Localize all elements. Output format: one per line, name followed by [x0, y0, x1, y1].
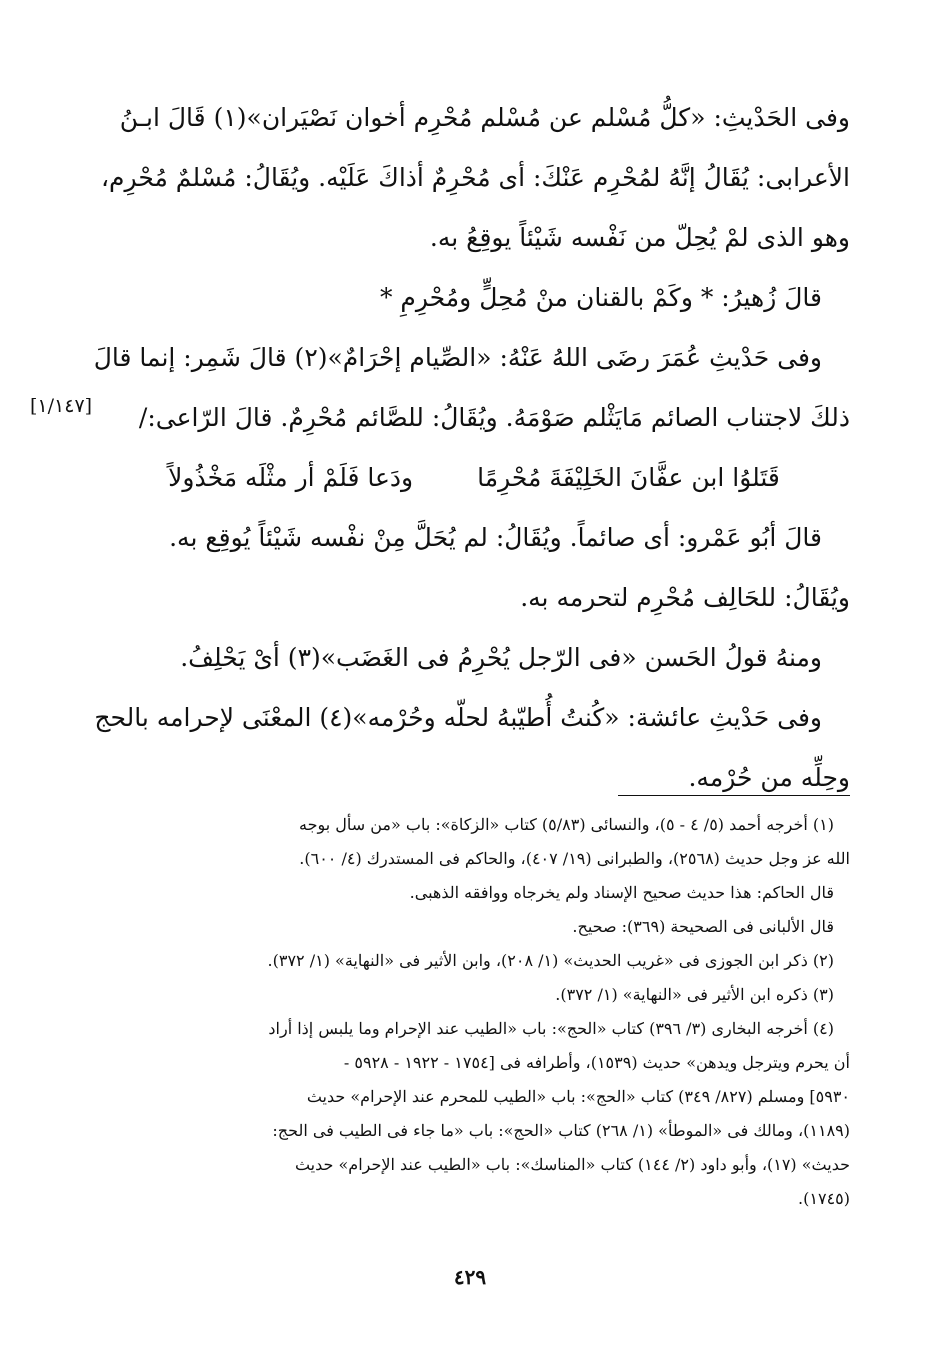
page-number: ٤٢٩ [453, 1265, 487, 1289]
text-line: الأعرابى: يُقَالُ إنَّهُ لمُحْرِم عَنْكَ: أى مُحْرِمٌ أذاكَ عَلَيْه. ويُقَالُ: مُسْلمٌ مُحْرِم، [100, 163, 850, 192]
text-line: وفى الحَدْيثِ: «كلُّ مُسْلم عن مُسْلم مُحْرِم أخوان نَصْيَران»(١) قَالَ ابـنُ [119, 103, 850, 132]
text-line: قالَ أبُو عَمْرو: أى صائماً. ويُقَالُ: لم يُحَلَّ مِنْ نفْسه شَيْئاً يُوقِع به. [169, 523, 822, 552]
footnote-line: (٢) ذكر ابن الجوزى فى «غريب الحديث» (١/ ٢٠٨)، وابن الأثير فى «النهاية» (١/ ٣٧٢). [267, 951, 834, 970]
footnote-line: (١) أخرجه أحمد (٥/ ٤ - ٥)، والنسائى (٥/٨٣) كتاب «الزكاة»: باب «من سأل بوجه [298, 815, 834, 834]
verse-first-hemistich: قَتَلوُا ابن عفَّانَ الخَلِيْفَةَ مُحْرِمًا [477, 463, 780, 492]
main-text-block [93, 88, 850, 808]
footnote-line: قال الحاكم: هذا حديث صحيح الإسناد ولم يخرجاه ووافقه الذهبى. [409, 883, 834, 902]
footnotes-block [138, 808, 850, 1216]
poetry-verse [138, 448, 850, 508]
footnote-line: الله عز وجل حديث (٢٥٦٨)، والطبرانى (١٩/ ٤٠٧)، والحاكم فى المستدرك (٤/ ٦٠٠). [299, 849, 850, 868]
text-line: ومنهُ قولُ الحَسن «فى الرّجل يُحْرِمُ فى الغَضَب»(٣) أىْ يَحْلِفُ. [180, 643, 822, 672]
footnote-line: (١٧٤٥). [798, 1189, 850, 1208]
footnote-line: قال الألبانى فى الصحيحة (٣٦٩): صحيح. [572, 917, 834, 936]
footnote-line: (٣) ذكره ابن الأثير فى «النهاية» (١/ ٣٧٢). [555, 985, 834, 1004]
footnote-line: (٤) أخرجه البخارى (٣/ ٣٩٦) كتاب «الحج»: باب «الطيب عند الإحرام وما يلبس إذا أراد [268, 1019, 834, 1038]
text-line: ويُقَالُ: للحَالِف مُحْرِم لتحرمه به. [520, 583, 850, 612]
footnote-line: (١١٨٩)، ومالك فى «الموطأ» (١/ ٢٦٨) كتاب «الحج»: باب «ما جاء فى الطيب فى الحج: [272, 1121, 850, 1140]
text-line: ذلكَ لاجتناب الصائم مَايَثْلم صَوْمَهُ. ويُقَالُ: للصَّائم مُحْرِمٌ. قالَ الرّاعى:/ [138, 403, 850, 432]
text-line: قالَ زُهيرُ: * وكَمْ بالقنان منْ مُحِلٍّ ومُحْرِمِ * [379, 283, 822, 312]
footnote-line: ٥٩٣٠] ومسلم (٨٢٧/ ٣٤٩) كتاب «الحج»: باب «الطيب للمحرم عند الإحرام» حديث [306, 1087, 850, 1106]
text-line: وحِلِّه من حُرْمه. [688, 763, 850, 792]
text-line: وهو الذى لمْ يُحِلّ من نَفْسه شَيْئاً يوقِعُ به. [429, 223, 850, 252]
text-line: وفى حَدْيثِ عُمَرَ رضَى اللهُ عَنْهُ: «الصِّيام إحْرَامٌ»(٢) قالَ شَمِر: إنما قالَ [93, 343, 822, 372]
footnote-line: أن يحرم ويترجل ويدهن» حديث (١٥٣٩)، وأطرافه فى [١٧٥٤ - ١٩٢٢ - ٥٩٢٨ - [343, 1053, 850, 1072]
manuscript-folio-marker: [١/١٤٧] [30, 395, 93, 417]
footnote-separator [618, 795, 850, 796]
text-line: وفى حَدْيثِ عائشة: «كُنتُ أُطيّبهُ لحلّه وحُرْمه»(٤) المعْنَى لإحرامه بالحج [94, 703, 822, 732]
footnote-line: حديث» (١٧)، وأبو داود (٢/ ١٤٤) كتاب «المناسك»: باب «الطيب عند الإحرام» حديث [294, 1155, 850, 1174]
verse-second-hemistich: ودَعا فَلَمْ أر مثْلَه مَخْذُولاً [168, 463, 414, 492]
